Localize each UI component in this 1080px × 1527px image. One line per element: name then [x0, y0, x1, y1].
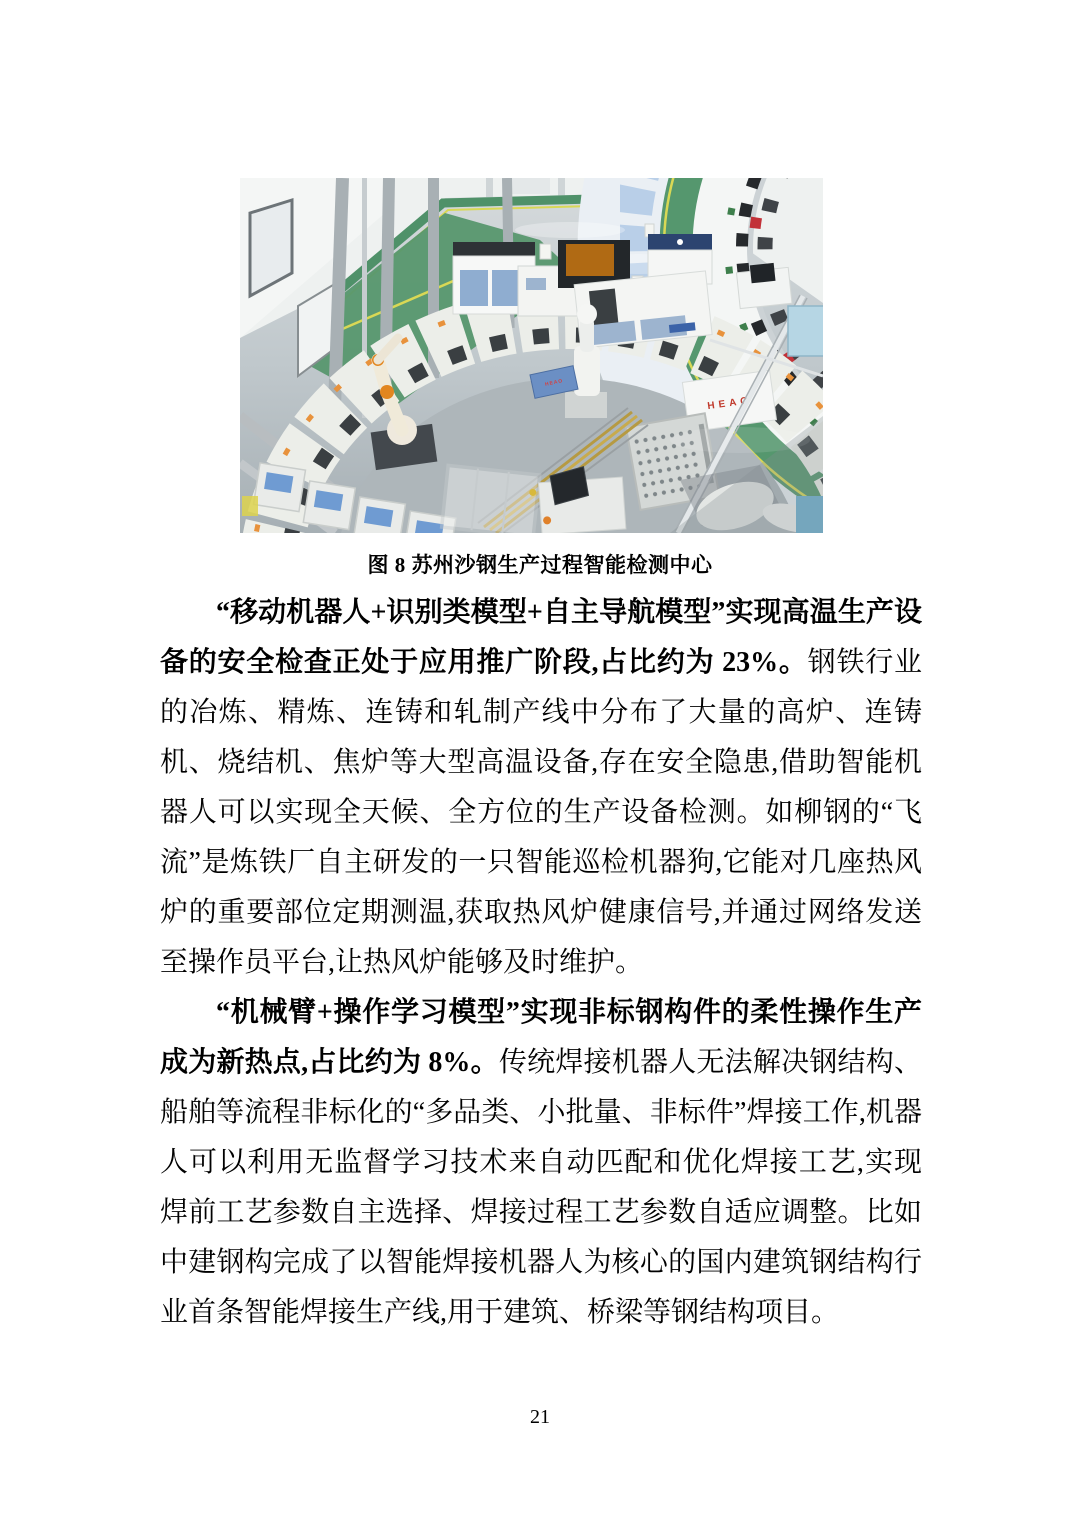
body-text [160, 588, 922, 1338]
figure-caption: 图 8 苏州沙钢生产过程智能检测中心 [367, 553, 713, 577]
page-number: 21 [530, 1406, 550, 1428]
paragraph-2-rest: 传统焊接机器人无法解决钢结构、船舶等流程非标化的“多品类、小批量、非标件”焊接工作,机器人可以利用无监督学习技术来自动匹配和优化焊接工艺,实现焊前工艺参数自主选择、焊接过程工艺参数自适应调整。比如中建钢构完成了以智能焊接机器人为核心的国内建筑钢结构行业首条智能焊接生产线,用于建筑、桥梁等钢结构项目。 [160, 1047, 922, 1328]
factory-photo-illustration [240, 178, 823, 533]
paragraph-2 [160, 988, 922, 1338]
paragraph-1-rest: 钢铁行业的冶炼、精炼、连铸和轧制产线中分布了大量的高炉、连铸机、烧结机、焦炉等大型高温设备,存在安全隐患,借助智能机器人可以实现全天候、全方位的生产设备检测。如柳钢的“飞流”是炼铁厂自主研发的一只智能巡检机器狗,它能对几座热风炉的重要部位定期测温,获取热风炉健康信号,并通过网络发送至操作员平台,让热风炉能够及时维护。 [160, 647, 922, 978]
figure-photo [240, 178, 823, 533]
paragraph-1 [160, 588, 922, 988]
heao-label: HEAO [706, 395, 753, 413]
paragraph-1-lead: “移动机器人+识别类模型+自主导航模型”实现高温生产设备的安全检查正处于应用推广阶段,占比约为 23%。 [160, 597, 922, 678]
heao-label-small: HEAO [544, 378, 564, 388]
paragraph-2-lead: “机械臂+操作学习模型”实现非标钢构件的柔性操作生产成为新热点,占比约为 8%。 [160, 997, 922, 1078]
glass-enclosure [442, 465, 540, 533]
